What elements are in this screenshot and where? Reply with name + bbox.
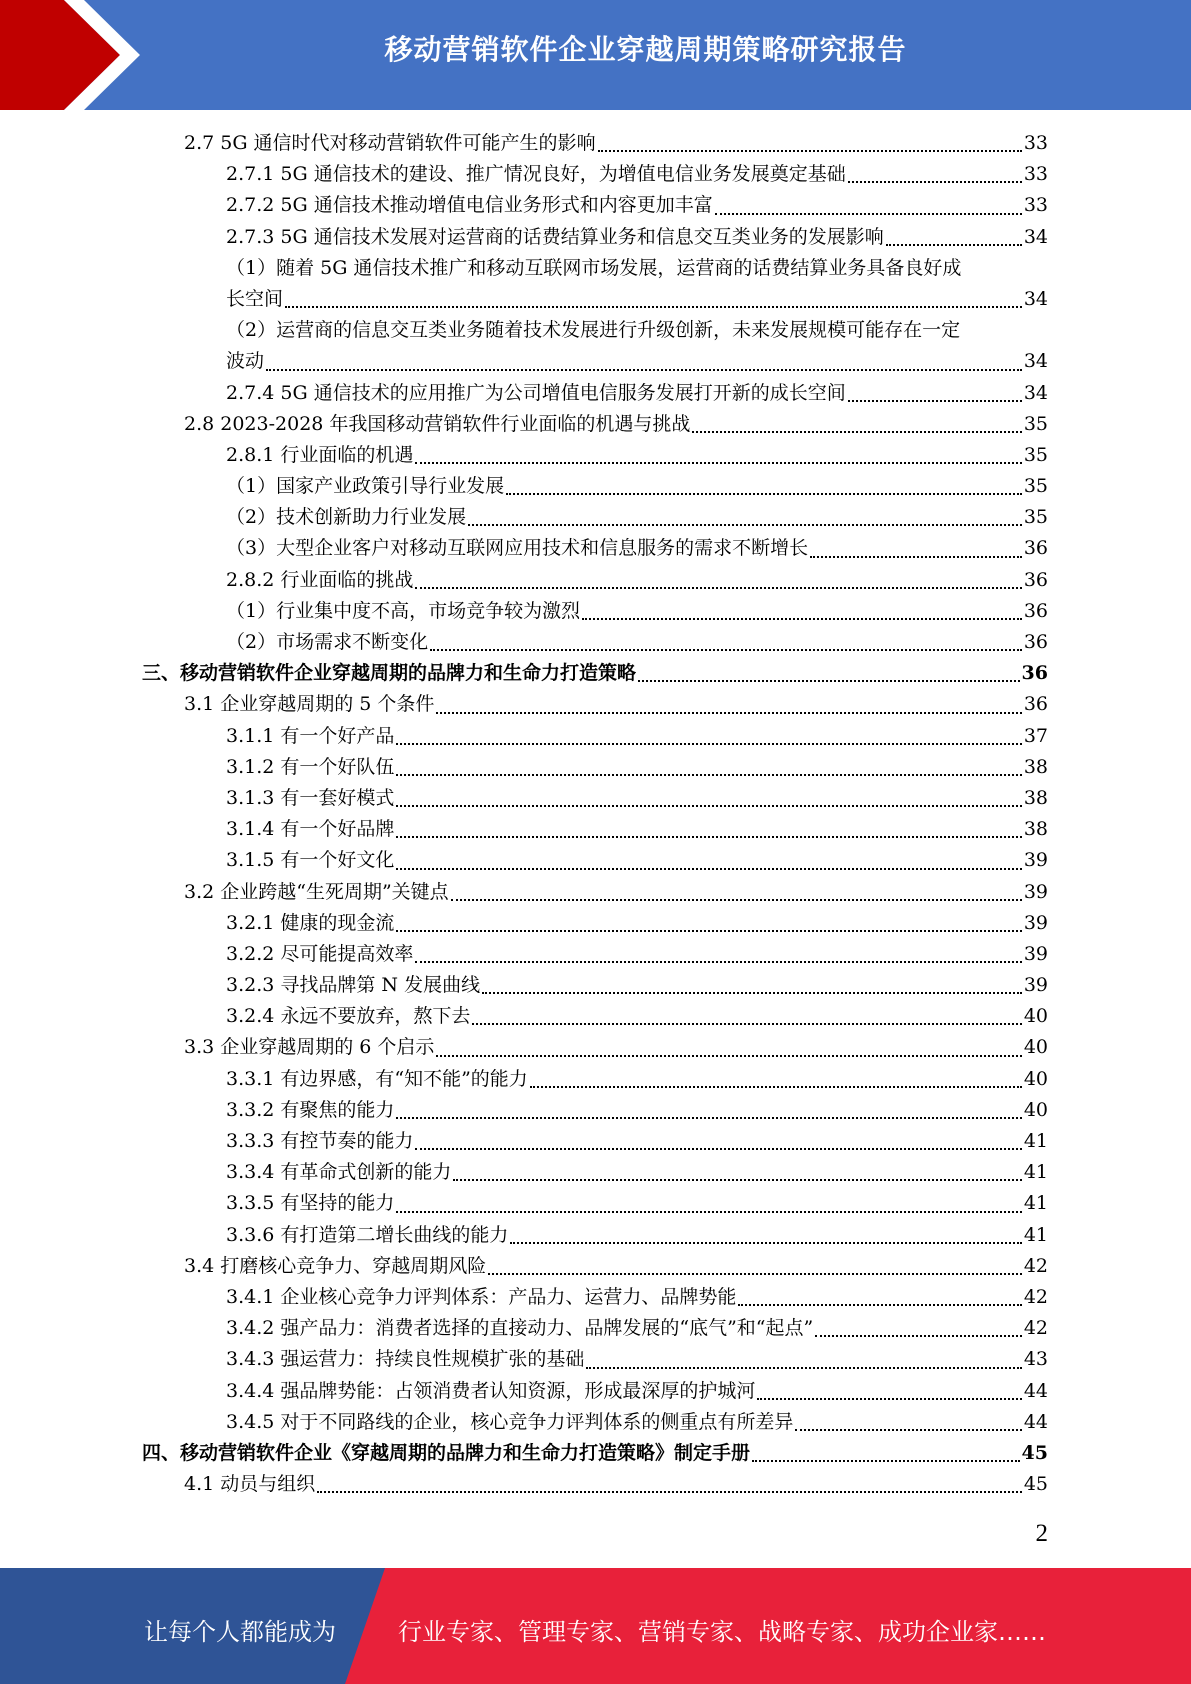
toc-entry[interactable]: [142, 1376, 1048, 1407]
toc-entry[interactable]: [142, 752, 1048, 783]
toc-dot-leader: [415, 961, 1021, 963]
toc-dot-leader: [482, 992, 1022, 994]
toc-entry-text: （1）行业集中度不高，市场竞争较为激烈: [226, 599, 581, 622]
toc-page-number: 36: [1021, 662, 1048, 685]
toc-entry[interactable]: [142, 533, 1048, 564]
toc-entry-text: （2）运营商的信息交互类业务随着技术发展进行升级创新，未来发展规模可能存在一定: [226, 319, 961, 342]
toc-page-number: 44: [1023, 1410, 1048, 1433]
page-number: 2: [1035, 1520, 1048, 1547]
toc-entry-text: 3.1 企业穿越周期的 5 个条件: [184, 693, 435, 716]
toc-dot-leader: [848, 400, 1022, 402]
toc-dot-leader: [436, 712, 1021, 714]
toc-page-number: 34: [1023, 350, 1048, 373]
toc-entry-text: 3.4 打磨核心竞争力、穿越周期风险: [184, 1254, 487, 1277]
toc-page-number: 41: [1023, 1161, 1048, 1184]
toc-entry-text: 3.4.4 强品牌势能：占领消费者认知资源，形成最深厚的护城河: [226, 1379, 756, 1402]
toc-entry-text: 2.8.2 行业面临的挑战: [226, 568, 414, 591]
toc-dot-leader: [815, 1335, 1022, 1337]
toc-dot-leader: [692, 431, 1021, 433]
toc-entry-text: 3.3.6 有打造第二增长曲线的能力: [226, 1223, 509, 1246]
toc-page-number: 45: [1021, 1441, 1048, 1464]
toc-dot-leader: [396, 836, 1021, 838]
toc-entry-text: 3.2.2 尽可能提高效率: [226, 942, 414, 965]
toc-entry-text: 3.2.4 永远不要放弃，熬下去: [226, 1005, 471, 1028]
toc-page-number: 34: [1023, 287, 1048, 310]
toc-entry-text: （1）国家产业政策引导行业发展: [226, 475, 505, 498]
toc-entry-text: 2.8 2023-2028 年我国移动营销软件行业面临的机遇与挑战: [184, 412, 691, 435]
toc-page-number: 41: [1023, 1130, 1048, 1153]
toc-page-number: 36: [1023, 693, 1048, 716]
toc-page-number: 35: [1023, 475, 1048, 498]
toc-entry[interactable]: [142, 1126, 1048, 1157]
toc-entry-text: 3.3.4 有革命式创新的能力: [226, 1161, 452, 1184]
toc-entry[interactable]: [142, 409, 1048, 440]
toc-entry[interactable]: [142, 1220, 1048, 1251]
toc-dot-leader: [396, 1211, 1021, 1213]
toc-entry[interactable]: [142, 627, 1048, 658]
toc-entry[interactable]: [142, 1064, 1048, 1095]
toc-page-number: 36: [1023, 537, 1048, 560]
page-footer: [0, 1568, 1191, 1684]
toc-entry[interactable]: [142, 128, 1048, 159]
toc-page-number: 39: [1023, 911, 1048, 934]
toc-entry-text: 3.1.2 有一个好队伍: [226, 755, 395, 778]
toc-dot-leader: [738, 1304, 1021, 1306]
toc-page-number: 42: [1023, 1317, 1048, 1340]
toc-dot-leader: [715, 213, 1022, 215]
toc-dot-leader: [468, 524, 1022, 526]
toc-page-number: 36: [1023, 631, 1048, 654]
toc-entry-text: （1）随着 5G 通信技术推广和移动互联网市场发展，运营商的话费结算业务具备良好成: [226, 256, 962, 279]
toc-entry[interactable]: [142, 1157, 1048, 1188]
toc-entry[interactable]: [142, 783, 1048, 814]
toc-page-number: 39: [1023, 849, 1048, 872]
toc-dot-leader: [266, 369, 1022, 371]
toc-entry[interactable]: [142, 877, 1048, 908]
toc-page-number: 35: [1023, 506, 1048, 529]
toc-page-number: 36: [1023, 568, 1048, 591]
header-red-chevron-graphic: [0, 0, 160, 110]
toc-entry[interactable]: [142, 845, 1048, 876]
toc-entry[interactable]: [142, 565, 1048, 596]
toc-page-number: 38: [1023, 786, 1048, 809]
toc-page-number: 42: [1023, 1285, 1048, 1308]
toc-page-number: 35: [1023, 412, 1048, 435]
toc-entry-text: （2）技术创新助力行业发展: [226, 506, 467, 529]
toc-entry-text: 3.1.4 有一个好品牌: [226, 818, 395, 841]
toc-dot-leader: [752, 1460, 1020, 1462]
toc-entry-text: 3.4.2 强产品力：消费者选择的直接动力、品牌发展的“底气”和“起点”: [226, 1317, 814, 1340]
toc-dot-leader: [396, 1117, 1021, 1119]
toc-dot-leader: [886, 244, 1022, 246]
toc-dot-leader: [810, 556, 1022, 558]
toc-entry-text: 3.4.1 企业核心竞争力评判体系：产品力、运营力、品牌势能: [226, 1285, 737, 1308]
toc-entry-text: 3.3 企业穿越周期的 6 个启示: [184, 1036, 435, 1059]
toc-entry[interactable]: [142, 502, 1048, 533]
toc-entry[interactable]: [142, 1032, 1048, 1063]
toc-dot-leader: [396, 805, 1021, 807]
toc-dot-leader: [396, 930, 1021, 932]
toc-entry[interactable]: [142, 253, 1048, 315]
toc-page-number: 33: [1023, 131, 1048, 154]
toc-page-number: 44: [1023, 1379, 1048, 1402]
toc-dot-leader: [415, 1148, 1021, 1150]
toc-page-number: 38: [1023, 755, 1048, 778]
toc-dot-leader: [530, 1086, 1022, 1088]
toc-page-number: 35: [1023, 443, 1048, 466]
toc-entry[interactable]: [142, 1251, 1048, 1282]
toc-entry-text: 3.2.3 寻找品牌第 N 发展曲线: [226, 974, 481, 997]
toc-dot-leader: [510, 1242, 1021, 1244]
toc-dot-leader: [795, 1429, 1021, 1431]
toc-dot-leader: [488, 1273, 1022, 1275]
toc-page-number: 39: [1023, 880, 1048, 903]
toc-entry-text: 3.4.5 对于不同路线的企业，核心竞争力评判体系的侧重点有所差异: [226, 1410, 794, 1433]
toc-page-number: 42: [1023, 1254, 1048, 1277]
toc-dot-leader: [436, 1055, 1021, 1057]
toc-dot-leader: [396, 743, 1021, 745]
toc-page-number: 34: [1023, 381, 1048, 404]
toc-dot-leader: [285, 306, 1022, 308]
footer-slogan-left: 让每个人都能成为: [144, 1618, 336, 1646]
toc-page-number: 40: [1023, 1098, 1048, 1121]
toc-dot-leader: [453, 1179, 1021, 1181]
toc-entry[interactable]: [142, 596, 1048, 627]
toc-entry[interactable]: [142, 1438, 1048, 1469]
toc-entry-text: （2）市场需求不断变化: [226, 631, 429, 654]
toc-entry[interactable]: [142, 814, 1048, 845]
toc-page-number: 40: [1023, 1067, 1048, 1090]
toc-page-number: 40: [1023, 1005, 1048, 1028]
toc-entry[interactable]: [142, 1001, 1048, 1032]
toc-entry[interactable]: [142, 1095, 1048, 1126]
toc-dot-leader: [451, 899, 1022, 901]
toc-entry[interactable]: [142, 1469, 1048, 1500]
toc-entry[interactable]: [142, 970, 1048, 1001]
toc-entry[interactable]: [142, 1407, 1048, 1438]
toc-entry-text: 3.1.1 有一个好产品: [226, 724, 395, 747]
toc-entry-text: 3.3.2 有聚焦的能力: [226, 1098, 395, 1121]
toc-dot-leader: [757, 1398, 1021, 1400]
toc-entry[interactable]: [142, 908, 1048, 939]
toc-dot-leader: [415, 462, 1021, 464]
toc-dot-leader: [586, 1367, 1021, 1369]
toc-page-number: 34: [1023, 225, 1048, 248]
toc-page-number: 36: [1023, 599, 1048, 622]
toc-dot-leader: [396, 868, 1021, 870]
toc-entry-text-continued: 长空间: [226, 287, 284, 310]
toc-dot-leader: [415, 587, 1021, 589]
toc-entry-text: 2.7 5G 通信时代对移动营销软件可能产生的影响: [184, 131, 596, 154]
toc-page-number: 41: [1023, 1192, 1048, 1215]
toc-dot-leader: [582, 618, 1022, 620]
toc-entry[interactable]: [142, 1344, 1048, 1375]
toc-entry[interactable]: [142, 939, 1048, 970]
toc-entry-text: 3.2 企业跨越“生死周期”关键点: [184, 880, 449, 903]
toc-entry[interactable]: [142, 1188, 1048, 1219]
toc-dot-leader: [638, 680, 1020, 682]
toc-page-number: 45: [1023, 1473, 1048, 1496]
toc-entry-text: 3.3.5 有坚持的能力: [226, 1192, 395, 1215]
toc-page-number: 33: [1023, 163, 1048, 186]
toc-entry[interactable]: [142, 222, 1048, 253]
toc-entry-text: 2.7.4 5G 通信技术的应用推广为公司增值电信服务发展打开新的成长空间: [226, 381, 846, 404]
toc-entry-text: 2.7.2 5G 通信技术推动增值电信业务形式和内容更加丰富: [226, 194, 713, 217]
footer-slogan-right: 行业专家、管理专家、营销专家、战略专家、成功企业家……: [398, 1618, 1046, 1646]
toc-page-number: 43: [1023, 1348, 1048, 1371]
toc-entry[interactable]: [142, 190, 1048, 221]
toc-dot-leader: [598, 150, 1022, 152]
toc-entry-text: 2.7.3 5G 通信技术发展对运营商的话费结算业务和信息交互类业务的发展影响: [226, 225, 884, 248]
toc-entry[interactable]: [142, 440, 1048, 471]
toc-entry-text: 3.1.5 有一个好文化: [226, 849, 395, 872]
toc-dot-leader: [396, 774, 1021, 776]
toc-page-number: 33: [1023, 194, 1048, 217]
toc-page-number: 39: [1023, 974, 1048, 997]
toc-entry-text: 4.1 动员与组织: [184, 1473, 316, 1496]
toc-page-number: 39: [1023, 942, 1048, 965]
toc-entry-text: 四、移动营销软件企业《穿越周期的品牌力和生命力打造策略》制定手册: [142, 1441, 751, 1464]
toc-dot-leader: [472, 1023, 1021, 1025]
toc-entry-continuation: [226, 346, 1048, 377]
toc-entry-continuation: [226, 284, 1048, 315]
toc-page-number: 38: [1023, 818, 1048, 841]
toc-entry[interactable]: [142, 1282, 1048, 1313]
toc-entry[interactable]: [142, 378, 1048, 409]
toc-entry-text: 3.2.1 健康的现金流: [226, 911, 395, 934]
toc-entry-text: 2.8.1 行业面临的机遇: [226, 443, 414, 466]
toc-entry[interactable]: [142, 689, 1048, 720]
toc-entry-text: 2.7.1 5G 通信技术的建设、推广情况良好，为增值电信业务发展奠定基础: [226, 163, 846, 186]
toc-dot-leader: [430, 649, 1022, 651]
toc-page-number: 37: [1023, 724, 1048, 747]
toc-dot-leader: [317, 1491, 1022, 1493]
toc-entry-text: 三、移动营销软件企业穿越周期的品牌力和生命力打造策略: [142, 662, 637, 685]
toc-dot-leader: [506, 493, 1022, 495]
toc-entry[interactable]: [142, 721, 1048, 752]
toc-entry-text: 3.4.3 强运营力：持续良性规模扩张的基础: [226, 1348, 585, 1371]
toc-entry[interactable]: [142, 471, 1048, 502]
toc-dot-leader: [848, 181, 1022, 183]
toc-entry-text-continued: 波动: [226, 350, 265, 373]
page-header: [0, 0, 1191, 110]
table-of-contents: [142, 128, 1048, 1500]
toc-entry-text: （3）大型企业客户对移动互联网应用技术和信息服务的需求不断增长: [226, 537, 809, 560]
toc-entry[interactable]: [142, 1313, 1048, 1344]
toc-entry-text: 3.1.3 有一套好模式: [226, 786, 395, 809]
toc-entry-text: 3.3.1 有边界感，有“知不能”的能力: [226, 1067, 528, 1090]
toc-page-number: 41: [1023, 1223, 1048, 1246]
toc-entry-text: 3.3.3 有控节奏的能力: [226, 1130, 414, 1153]
report-title: 移动营销软件企业穿越周期策略研究报告: [384, 33, 907, 66]
toc-entry[interactable]: [142, 159, 1048, 190]
toc-page-number: 40: [1023, 1036, 1048, 1059]
toc-entry[interactable]: [142, 315, 1048, 377]
toc-entry[interactable]: [142, 658, 1048, 689]
